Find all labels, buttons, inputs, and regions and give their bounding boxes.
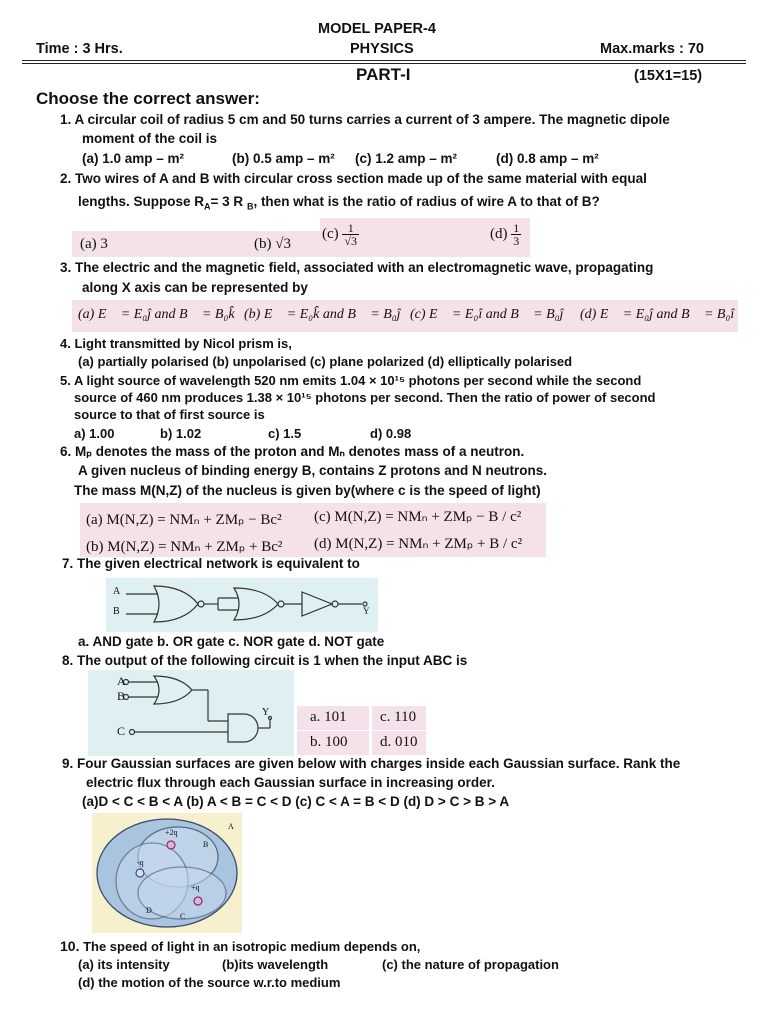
- q1-text-line2: moment of the coil is: [82, 131, 218, 146]
- q8-option-c: c. 110: [380, 709, 417, 725]
- max-marks-label: Max.marks : 70: [600, 41, 704, 57]
- q9-text-line2: electric flux through each Gaussian surface in increasing order.: [86, 775, 495, 790]
- time-label: Time : 3 Hrs.: [36, 41, 123, 57]
- q9-label-a: A: [228, 822, 234, 831]
- q2-text-line2: lengths. Suppose $R_A= 3$ R $_B$, then what is the ratio of radius of wire A to that of B?: [78, 194, 600, 212]
- part-marks: (15X1=15): [634, 68, 703, 84]
- q2-option-b: (b) √3: [254, 236, 291, 252]
- q9-label-c: C: [180, 912, 186, 921]
- q6-option-c: (c) M(N,Z) = NMₙ + ZMₚ − B / c²: [314, 509, 522, 525]
- subject-label: PHYSICS: [350, 41, 414, 57]
- q9-charge-minus-q: -q: [137, 858, 144, 867]
- q9-text-line1: 9. Four Gaussian surfaces are given below with charges inside each Gaussian surface. Rank the: [62, 756, 681, 771]
- q2-option-a: (a) 3: [80, 236, 108, 252]
- q1-text-line1: 1. A circular coil of radius 5 cm and 50 turns carries a current of 3 ampere. The magnetic dipole: [60, 112, 670, 127]
- q6-text-line3: The mass M(N,Z) of the nucleus is given by(where c is the speed of light): [74, 483, 541, 498]
- q5-option-c: c) 1.5: [268, 426, 302, 441]
- q6-option-d: (d) M(N,Z) = NMₙ + ZMₚ + B / c²: [314, 536, 523, 552]
- q10-option-d: (d) the motion of the source w.r.to medium: [78, 975, 341, 990]
- q2-option-c: (c) $\frac{1}{√3}$: [322, 221, 357, 248]
- q6-text-line1: 6. Mₚ denotes the mass of the proton and Mₙ denotes mass of a neutron.: [60, 444, 525, 459]
- q1-option-b: (b) 0.5 amp – m²: [232, 151, 335, 166]
- q8-text-line1: 8. The output of the following circuit is 1 when the input ABC is: [62, 653, 468, 668]
- q8-option-b: b. 100: [310, 734, 348, 750]
- q3-option-a: (a) E⃗ = E₀ĵ and B⃗ = B₀k̂: [78, 307, 235, 322]
- q3-text-line2: along X axis can be represented by: [82, 280, 308, 295]
- q7-options: a. AND gate b. OR gate c. NOR gate d. NOT gate: [78, 634, 385, 649]
- q6-option-b: (b) M(N,Z) = NMₙ + ZMₚ + Bc²: [86, 539, 283, 555]
- q1-option-c: (c) 1.2 amp – m²: [355, 151, 458, 166]
- q9-charge-plus-q: +q: [191, 883, 200, 892]
- header-rule: [22, 60, 746, 61]
- q10-text-line1: 10. The speed of light in an isotropic medium depends on,: [60, 938, 421, 954]
- q2-option-d: (d) $\frac{1}{3}$: [490, 221, 520, 248]
- q4-options: (a) partially polarised (b) unpolarised (c) plane polarized (d) elliptically polarised: [78, 354, 573, 369]
- q9-charge-plus-2q: +2q: [165, 828, 178, 837]
- q5-option-d: d) 0.98: [370, 426, 412, 441]
- q10-option-a: (a) its intensity: [78, 957, 170, 972]
- q3-option-c: (c) E⃗ = E₀î and B⃗ = B₀ĵ: [410, 307, 564, 322]
- header-rule-2: [22, 63, 746, 64]
- q9-label-d: D: [146, 906, 152, 915]
- q3-option-b: (b) E⃗ = E₀k̂ and B⃗ = B₀ĵ: [244, 307, 401, 322]
- q6-text-line2: A given nucleus of binding energy B, contains Z protons and N neutrons.: [78, 463, 548, 478]
- q5-text-line3: source to that of first source is: [74, 407, 265, 422]
- q2-text-line1: 2. Two wires of A and B with circular cross section made up of the same material with equal: [60, 171, 647, 186]
- q6-option-a: (a) M(N,Z) = NMₙ + ZMₚ − Bc²: [86, 512, 282, 528]
- q1-option-d: (d) 0.8 amp – m²: [496, 151, 599, 166]
- q3-option-d: (d) E⃗ = E₀ĵ and B⃗ = B₀î: [580, 307, 735, 322]
- paper-title: MODEL PAPER-4: [318, 21, 436, 37]
- q10-option-b: (b)its wavelength: [222, 957, 329, 972]
- q7-input-b: B: [113, 606, 120, 617]
- q8-output-y: Y: [262, 707, 270, 718]
- q3-text-line1: 3. The electric and the magnetic field, associated with an electromagnetic wave, propagating: [60, 260, 654, 275]
- q7-input-a: A: [113, 586, 121, 597]
- q8-option-a: a. 101: [310, 709, 347, 725]
- q10-option-c: (c) the nature of propagation: [382, 957, 559, 972]
- q5-option-b: b) 1.02: [160, 426, 202, 441]
- q8-input-a: A: [117, 674, 126, 688]
- instruction: Choose the correct answer:: [36, 89, 260, 108]
- q8-input-c: C: [117, 724, 126, 738]
- q7-output-y: Y: [363, 606, 370, 616]
- part-title: PART-I: [356, 65, 411, 84]
- q7-text-line1: 7. The given electrical network is equivalent to: [62, 556, 360, 571]
- q7-circuit-diagram: [106, 578, 378, 632]
- q5-text-line2: source of 460 nm produces 1.38 × 10¹⁵ photons per second. Then the ratio of power of second: [74, 390, 656, 405]
- q5-text-line1: 5. A light source of wavelength 520 nm emits 1.04 × 10¹⁵ photons per second while the second: [60, 373, 642, 388]
- q1-option-a: (a) 1.0 amp – m²: [82, 151, 185, 166]
- q8-option-d: d. 010: [380, 734, 418, 750]
- q9-options: (a)D < C < B < A (b) A < B = C < D (c) C < A = B < D (d) D > C > B > A: [82, 794, 510, 809]
- q5-option-a: a) 1.00: [74, 426, 115, 441]
- q4-text-line1: 4. Light transmitted by Nicol prism is,: [60, 336, 292, 351]
- q9-label-b: B: [203, 840, 209, 849]
- q8-input-b: B: [117, 689, 126, 703]
